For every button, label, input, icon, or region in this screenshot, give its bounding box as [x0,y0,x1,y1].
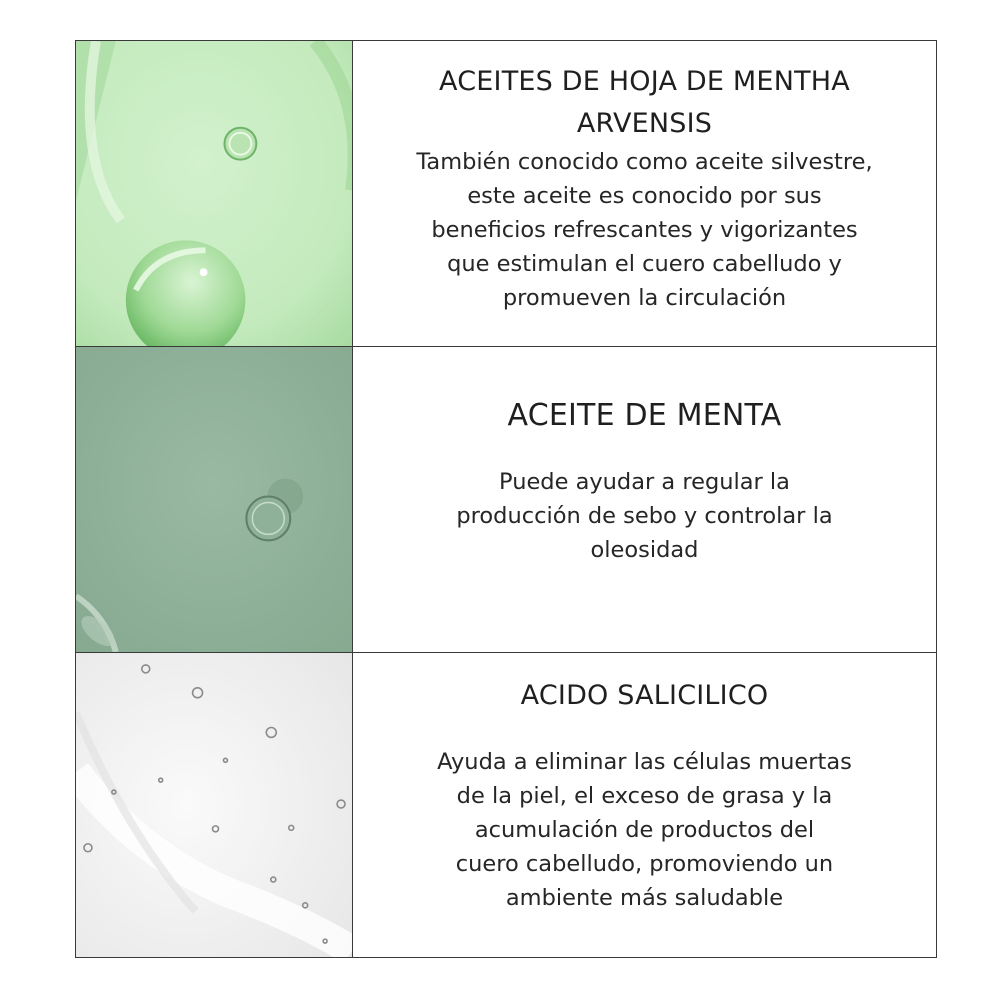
salicylic-acid-image [76,653,353,957]
salicylic-acid-text [353,653,936,957]
mentha-arvensis-description: También conocido como aceite silvestre, este aceite es conocido por sus beneficios refrescantes y vigorizantes que estimulan el cuero cabelludo y promueven la circulación [416,149,873,311]
mentha-arvensis-text [353,41,936,347]
salicylic-acid-description: Ayuda a eliminar las células muertas de la piel, el exceso de grasa y la acumulación de productos del cuero cabelludo, promoviendo un ambiente más saludable [437,749,852,911]
ingredients-table [75,40,937,958]
peppermint-oil-description: Puede ayudar a regular la producción de sebo y controlar la oleosidad [456,469,833,563]
mentha-arvensis-gel-image [76,41,353,347]
clear-gel-bubbles-icon [76,653,352,957]
peppermint-oil-image [76,347,353,653]
green-gel-bubbles-icon [76,41,352,346]
peppermint-oil-text [353,347,936,653]
sage-gel-bubble-icon [76,347,352,652]
mentha-arvensis-title: ACEITES DE HOJA DE MENTHA ARVENSIS [439,66,850,139]
peppermint-oil-title: ACEITE DE MENTA [507,398,782,433]
salicylic-acid-title: ACIDO SALICILICO [520,680,769,711]
